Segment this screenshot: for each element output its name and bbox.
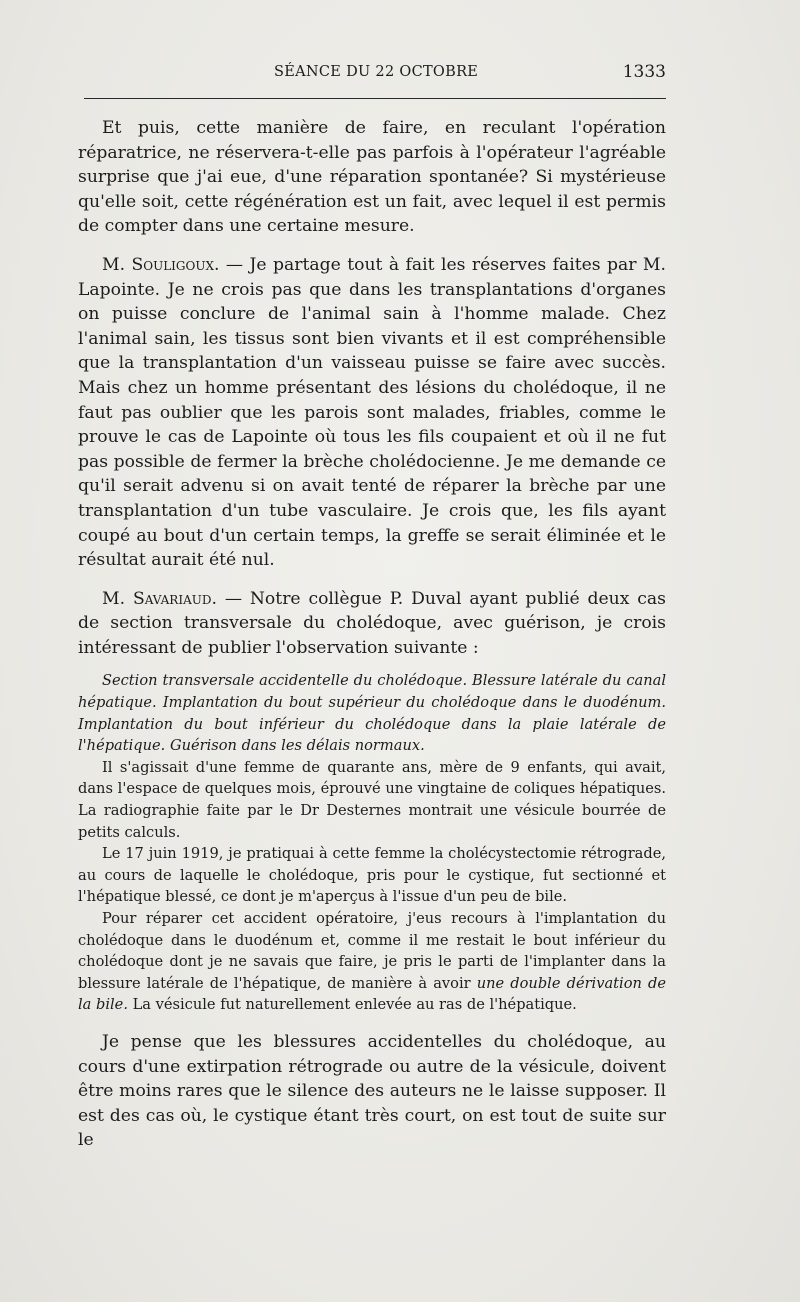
page-header bbox=[84, 62, 666, 86]
speaker-souligoux: M. Souligoux. bbox=[102, 254, 220, 275]
case-p3-text-b: La vésicule fut naturellement enlevée au ras de l'hépatique. bbox=[127, 996, 577, 1014]
case-p3-emphasis: une double dérivation de la bile. bbox=[78, 974, 666, 1014]
paragraph-savariaud bbox=[78, 587, 666, 661]
case-p3-text-a: Pour réparer cet accident opératoire, j'eus recours à l'implantation du cholédoque dans le duodénum et, comme il me restait le bout inférieur du cholédoque dont je ne savais que faire, je pris le parti de l'implanter dans la blessure latérale de l'hépatique, de manière à avoir bbox=[78, 910, 666, 992]
speaker-savariaud: M. Savariaud. bbox=[102, 588, 217, 609]
running-title: SÉANCE DU 22 OCTOBRE bbox=[274, 64, 479, 80]
header-rule bbox=[84, 98, 666, 99]
case-title: Section transversale accidentelle du cholédoque. Blessure latérale du canal hépatique. Implantation du bout supérieur du cholédoque dans le duodénum. Implantation du bout inférieur du cholédoque dans la plaie latérale de l'hépatique. Guérison dans les délais normaux. bbox=[78, 672, 666, 755]
case-paragraph-1: Il s'agissait d'une femme de quarante ans, mère de 9 enfants, qui avait, dans l'espace de quelques mois, éprouvé une vingtaine de coliques hépatiques. La radiographie faite par le Dr Desternes montrait une vésicule bourrée de petits calculs. bbox=[78, 758, 666, 841]
case-paragraph-2: Le 17 juin 1919, je pratiquai à cette femme la cholécystectomie rétrograde, au cours de laquelle le cholédoque, pris pour le cystique, fut sectionné et l'hépatique blessé, ce dont je m'aperçus à l'issue d'un peu de bile. bbox=[78, 845, 666, 906]
souligoux-text: — Je partage tout à fait les réserves faites par M. Lapointe. Je ne crois pas que dans les transplantations d'organes on puisse conclure de l'animal sain à l'homme malade. Chez l'animal sain, les tissus sont bien vivants et il est compréhensible que la transplantation d'un vaisseau puisse se faire avec succès. Mais chez un homme présentant des lésions du cholédoque, il ne faut pas oublier que les parois sont malades, friables, comme le prouve le cas de Lapointe où tous les fils coupaient et où il ne fut pas possible de fermer la brèche cholédocienne. Je me demande ce qu'il serait advenu si on avait tenté de réparer la brèche par une transplantation d'un tube vasculaire. Je crois que, les fils ayant coupé au bout d'un certain temps, la greffe se serait éliminée et le résultat aurait été nul. bbox=[78, 254, 666, 571]
paragraph-blessures: Je pense que les blessures accidentelles du cholédoque, au cours d'une extirpation rétrograde ou autre de la vésicule, doivent être moins rares que le silence des auteurs ne le laisse supposer. Il est des cas où, le cystique étant très court, on est tout de suite sur le bbox=[78, 1031, 666, 1151]
body-text bbox=[78, 116, 666, 1153]
savariaud-text: — Notre collègue P. Duval ayant publié deux cas de section transversale du cholédoque, avec guérison, je crois intéressant de publier l'observation suivante : bbox=[78, 588, 666, 658]
paragraph-souligoux bbox=[78, 253, 666, 573]
case-paragraph-3 bbox=[78, 908, 666, 1016]
page-number: 1333 bbox=[622, 62, 666, 82]
paragraph-lapointe-end: Et puis, cette manière de faire, en reculant l'opération réparatrice, ne réservera-t-elle pas parfois à l'opérateur l'agréable surprise que j'ai eue, d'une réparation spontanée? Si mystérieuse qu'elle soit, cette régénération est un fait, avec lequel il est permis de compter dans une certaine mesure. bbox=[78, 118, 666, 237]
